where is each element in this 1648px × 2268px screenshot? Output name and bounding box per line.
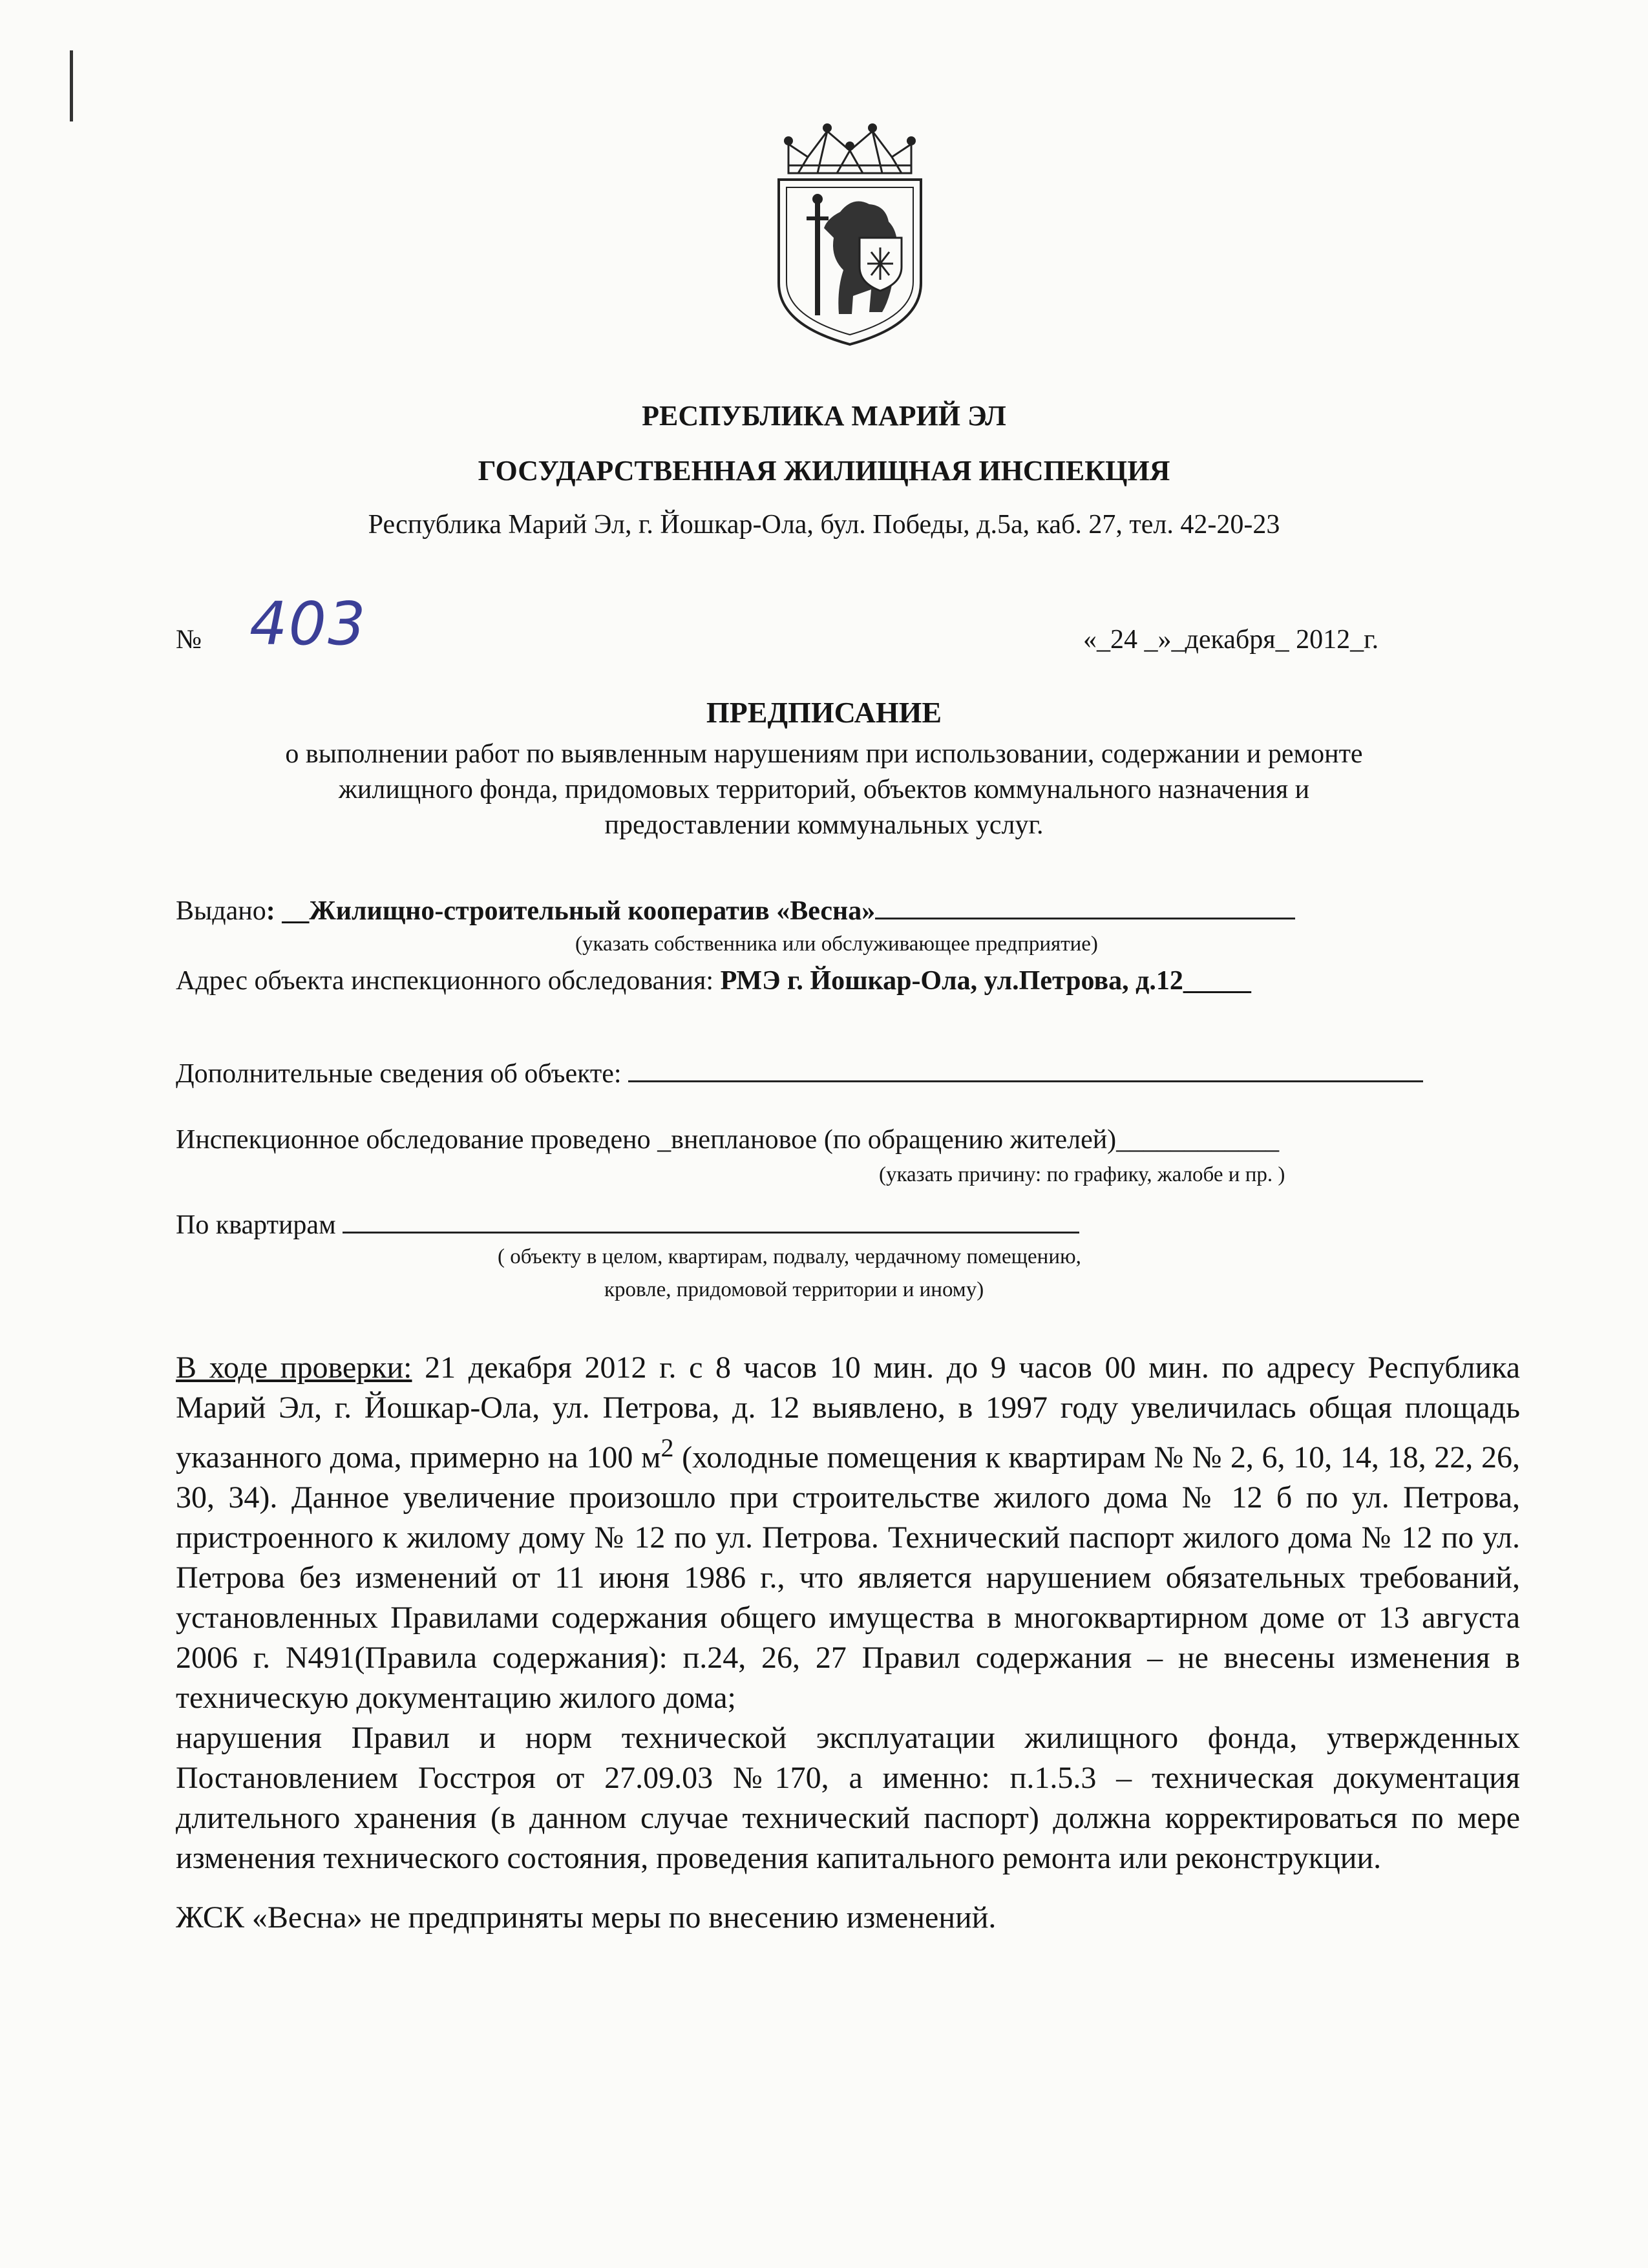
extra-info-line [176,1057,1423,1089]
findings-lead: В ходе проверки: [176,1350,412,1385]
inspection-tail: ____________ [1116,1125,1280,1155]
inspection-label: Инспекционное обследование проведено [176,1125,658,1155]
inspection-hint: (указать причину: по графику, жалобе и пр. ) [879,1163,1285,1186]
inspection-value: _внеплановое (по обращению жителей) [657,1125,1117,1155]
inspection-line [176,1124,1279,1155]
object-address-tail: _____ [1183,966,1251,996]
extra-info-label: Дополнительные сведения об объекте: [176,1059,629,1089]
coat-of-arms-icon [763,109,937,348]
findings-text: 21 декабря 2012 г. с 8 часов 10 мин. до 9 часов 00 мин. по адресу Республика Марий Эл, г. Йошкар-Ола, ул. Петрова, д. 12 выявлено, в 1997 году увеличилась общая площадь указанного дома, примерно на 100 м [176,1350,1520,1475]
subtitle-line-2: жилищного фонда, придомовых территорий, объектов коммунального назначения и [338,775,1310,804]
issued-label: Выдано [176,896,266,926]
findings-paragraph-1 [176,1348,1520,1718]
flats-hint-1: ( объекту в целом, квартирам, подвалу, чердачному помещению, [498,1245,1081,1268]
findings-text-2: (холодные помещения к квартирам № № 2, 6, 10, 14, 18, 22, 26, 30, 34). Данное увеличение произошло при строительстве жилого дома № 12 б по ул. Петрова, пристроенного к жилому дому № 12 по ул. Петрова. Технический паспорт жилого дома № 12 по ул. Петрова без изменений от 11 июня 1986 г., что является нарушением обязательных требований, установленных Правилами содержания общего имущества в многоквартирном доме от 13 августа 2006 г. N491(Правила содержания): п.24, 26, 27 Правил содержания – не внесены изменения в техническую документацию жилого дома; [176,1440,1520,1715]
findings-body [176,1348,1520,1938]
republic-heading: РЕСПУБЛИКА МАРИЙ ЭЛ [642,400,1006,432]
flats-line [176,1208,1079,1241]
findings-sup: 2 [660,1433,674,1462]
issued-hint: (указать собственника или обслуживающее предприятие) [575,932,1098,956]
document-date: «_24 _»_декабря_ 2012_г. [1083,625,1379,655]
number-label: № [176,625,202,655]
inspection-address: Республика Марий Эл, г. Йошкар-Ола, бул. Победы, д.5а, каб. 27, тел. 42-20-23 [368,510,1280,540]
findings-paragraph-2: нарушения Правил и норм технической эксплуатации жилищного фонда, утвержденных Постановлением Госстроя от 27.09.03 №170, а именно: п.1.5.3 – техническая документация длительного хранения (в данном случае технический паспорт) должна корректироваться по мере изменения технического состояния, проведения капитального ремонта или реконструкции. [176,1721,1520,1875]
flats-label: По квартирам [176,1210,343,1240]
flats-hint-2: кровле, придомовой территории и иному) [604,1278,984,1301]
subtitle-line-3: предоставлении коммунальных услуг. [604,810,1044,840]
flats-underline [343,1208,1079,1234]
inspection-heading: ГОСУДАРСТВЕННАЯ ЖИЛИЩНАЯ ИНСПЕКЦИЯ [478,455,1170,487]
object-address-value: РМЭ г. Йошкар-Ола, ул.Петрова, д.12 [720,966,1183,996]
object-address-label: Адрес объекта инспекционного обследования: [176,966,721,996]
issued-underline [875,894,1295,919]
document-title: ПРЕДПИСАНИЕ [706,696,942,729]
findings-paragraph-3: ЖСК «Весна» не предприняты меры по внесению изменений. [176,1900,997,1935]
issued-value: : __Жилищно-строительный кооператив «Весна» [266,896,876,926]
extra-info-underline [628,1057,1423,1082]
issued-line [176,894,1295,927]
object-address-line [176,965,1251,996]
scan-edge-mark [70,50,73,121]
handwritten-number: 403 [249,589,367,658]
subtitle-line-1: о выполнении работ по выявленным нарушениям при использовании, содержании и ремонте [285,739,1363,769]
